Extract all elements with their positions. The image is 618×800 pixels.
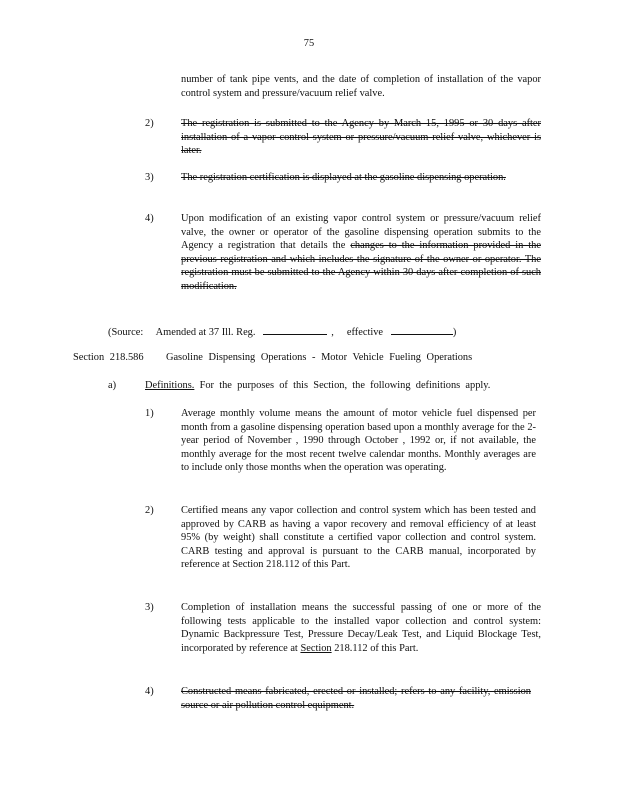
list-item-number: 2) bbox=[145, 118, 154, 129]
definition-number: 4) bbox=[145, 686, 154, 697]
section-number: Section 218.586 bbox=[73, 352, 144, 363]
register-blank bbox=[263, 324, 327, 335]
source-amended: Amended at 37 Ill. Reg. bbox=[155, 327, 256, 338]
section-reference-link[interactable]: Section bbox=[300, 642, 332, 654]
definition-text: Completion of installation means the successful passing of one or more of the following tests applicable to the installed vapor collection and control system: Dynamic Backpressure Test, Pressure Decay/Leak Test, and Liquid Blockage Test, incorporated by reference at bbox=[181, 602, 541, 654]
page-number: 75 bbox=[303, 38, 315, 49]
source-comma: , bbox=[331, 327, 334, 338]
definitions-intro: For the purposes of this Section, the following definitions apply. bbox=[199, 380, 491, 391]
effective-date-blank bbox=[391, 324, 453, 335]
source-prefix: (Source: bbox=[108, 327, 144, 338]
section-title: Gasoline Dispensing Operations - Motor Vehicle Fueling Operations bbox=[165, 352, 473, 363]
definition-number: 3) bbox=[145, 602, 154, 613]
struck-paragraph: The registration is submitted to the Agency by March 15, 1995 or 30 days after installation of a vapor control system or pressure/vacuum relief valve, whichever is later. bbox=[181, 118, 541, 157]
list-item-number: 3) bbox=[145, 172, 154, 183]
source-effective: effective bbox=[346, 327, 384, 338]
definition-text: 218.112 of this Part. bbox=[334, 642, 419, 654]
subsection-intro bbox=[145, 379, 540, 393]
source-note bbox=[108, 324, 528, 340]
struck-paragraph: Constructed means fabricated, erected or installed; refers to any facility, emission source or air pollution control equipment. bbox=[181, 686, 531, 711]
definition-paragraph: Certified means any vapor collection and control system which has been tested and approved by CARB as having a vapor recovery and removal efficiency of at least 95% (by weight) shall constitute a certified vapor collection and control system. CARB testing and approval is pursuant to the CARB manual, incorporated by reference at Section 218.112 of this Part. bbox=[181, 505, 536, 571]
subsection-label: a) bbox=[108, 380, 117, 391]
definition-number: 1) bbox=[145, 408, 154, 419]
definitions-heading: Definitions. bbox=[145, 380, 195, 391]
definition-paragraph bbox=[181, 601, 541, 655]
source-close: ) bbox=[452, 327, 457, 338]
list-item-body bbox=[181, 212, 541, 294]
list-item-text: Upon modification of an existing vapor control system or pressure/vacuum relief valve, the owner or operator of the gasoline dispensing operation submits to the Agency a registration that details the bbox=[181, 213, 541, 252]
continuation-paragraph: number of tank pipe vents, and the date of completion of installation of the vapor control system and pressure/vacuum relief valve. bbox=[181, 74, 541, 99]
list-item-number: 4) bbox=[145, 213, 154, 224]
struck-paragraph: The registration certification is displayed at the gasoline dispensing operation. bbox=[181, 172, 506, 183]
definition-number: 2) bbox=[145, 505, 154, 516]
struck-text: changes to the information provided in the previous registration and which includes the signature of the owner or operator. The registration must be submitted to the Agency within 30 days after completion of such modification. bbox=[181, 240, 541, 292]
definition-paragraph: Average monthly volume means the amount of motor vehicle fuel dispensed per month from a gasoline dispensing operation based upon a monthly average for the 2-year period of November , 1990 through October , 1992 or, if not available, the monthly average for the most recent twelve calendar months. Monthly averages are to include only those months when the operation was operating. bbox=[181, 408, 536, 474]
section-heading bbox=[73, 351, 493, 365]
